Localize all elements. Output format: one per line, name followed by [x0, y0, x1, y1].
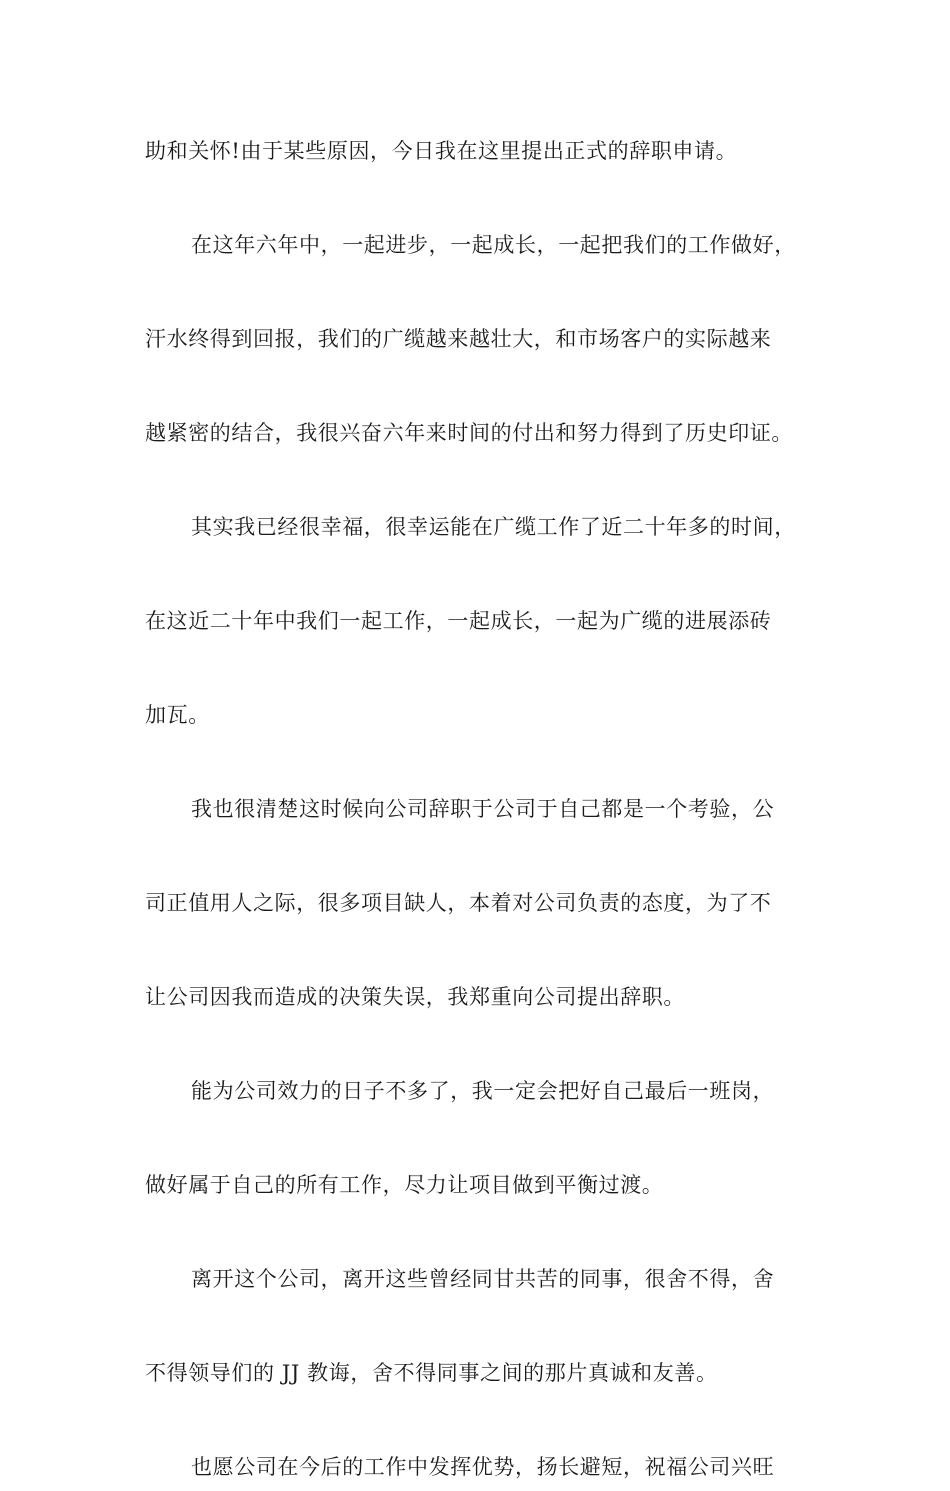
paragraph-gap — [145, 1303, 805, 1350]
paragraph-gap — [145, 269, 805, 316]
text-line: 让公司因我而造成的决策失误，我郑重向公司提出辞职。 — [145, 985, 685, 1009]
text-line: 做好属于自己的所有工作，尽力让项目做到平衡过渡。 — [145, 1173, 664, 1197]
text-line: 加瓦。 — [145, 703, 210, 727]
text-line: 能为公司效力的日子不多了，我一定会把好自己最后一班岗， — [191, 1079, 775, 1103]
text-line: 汗水终得到回报，我们的广缆越来越壮大，和市场客户的实际越来 — [145, 327, 772, 351]
paragraph-gap — [145, 551, 805, 598]
paragraph-gap — [145, 175, 805, 222]
text-line: 在这年六年中，一起进步，一起成长，一起把我们的工作做好， — [191, 233, 796, 257]
paragraph-gap — [145, 363, 805, 410]
paragraph-gap — [145, 1021, 805, 1068]
text-line: 司正值用人之际，很多项目缺人，本着对公司负责的态度，为了不 — [145, 891, 772, 915]
text-line: 其实我已经很幸福，很幸运能在广缆工作了近二十年多的时间， — [191, 515, 796, 539]
text-line: 越紧密的结合，我很兴奋六年来时间的付出和努力得到了历史印证。 — [145, 421, 793, 445]
paragraph-gap — [145, 645, 805, 692]
paragraph-gap — [145, 457, 805, 504]
text-line: 我也很清楚这时候向公司辞职于公司于自己都是一个考验，公 — [191, 797, 775, 821]
resignation-letter-body — [145, 128, 805, 1491]
text-line: 助和关怀!由于某些原因，今日我在这里提出正式的辞职申请。 — [145, 139, 738, 163]
paragraph-gap — [145, 1209, 805, 1256]
text-line: 不得领导们的 JJ 教诲，舍不得同事之间的那片真诚和友善。 — [145, 1361, 718, 1385]
paragraph-gap — [145, 739, 805, 786]
paragraph-gap — [145, 927, 805, 974]
text-line: 离开这个公司，离开这些曾经同甘共苦的同事，很舍不得，舍 — [191, 1267, 775, 1291]
paragraph-gap — [145, 1397, 805, 1444]
text-line: 在这近二十年中我们一起工作，一起成长，一起为广缆的进展添砖 — [145, 609, 772, 633]
paragraph-gap — [145, 1115, 805, 1162]
text-line: 也愿公司在今后的工作中发挥优势，扬长避短，祝福公司兴旺 — [191, 1455, 775, 1479]
paragraph-gap — [145, 833, 805, 880]
